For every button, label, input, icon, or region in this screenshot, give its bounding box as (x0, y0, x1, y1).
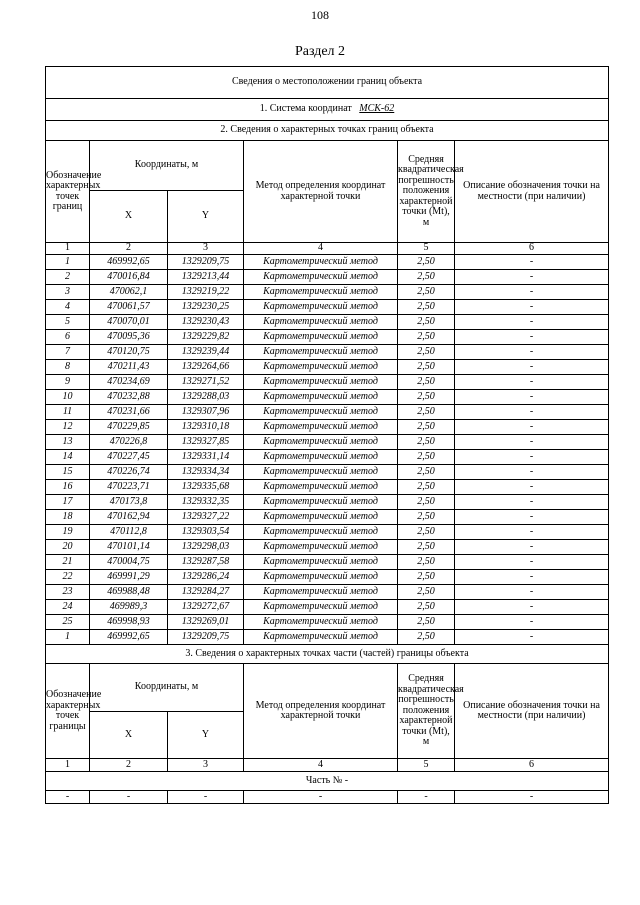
point-number: 3 (46, 285, 90, 300)
description-cell: - (455, 480, 609, 495)
description-cell: - (455, 435, 609, 450)
column-number: 6 (455, 759, 609, 772)
point-number: 15 (46, 465, 90, 480)
table-row (46, 390, 609, 405)
coord-y: 1329310,18 (168, 420, 244, 435)
header-method: Метод определения координат характерной точки (244, 141, 398, 243)
description-cell: - (455, 360, 609, 375)
method-cell: Картометрический метод (244, 330, 398, 345)
method-cell: Картометрический метод (244, 570, 398, 585)
parts-heading-row (46, 645, 609, 664)
coord-y: 1329307,96 (168, 405, 244, 420)
description-cell: - (455, 465, 609, 480)
page-number: 108 (311, 8, 329, 22)
method-cell: Картометрический метод (244, 375, 398, 390)
coord-y: 1329298,03 (168, 540, 244, 555)
method-cell: Картометрический метод (244, 540, 398, 555)
coord-x: 470016,84 (90, 270, 168, 285)
description-cell: - (455, 630, 609, 645)
empty-cell: - (398, 791, 455, 804)
header-description: Описание обозначения точки на местности (при наличии) (455, 141, 609, 243)
point-number: 14 (46, 450, 90, 465)
table-row (46, 540, 609, 555)
table-row (46, 525, 609, 540)
error-cell: 2,50 (398, 525, 455, 540)
method-cell: Картометрический метод (244, 480, 398, 495)
header-error: Средняя квадратическая погрешность положения характерной точки (Mt), м (398, 141, 455, 243)
table-row (46, 450, 609, 465)
error-cell: 2,50 (398, 255, 455, 270)
method-cell: Картометрический метод (244, 360, 398, 375)
table-title: Сведения о местоположении границ объекта (46, 67, 609, 99)
table-row (46, 420, 609, 435)
error-cell: 2,50 (398, 630, 455, 645)
method-cell: Картометрический метод (244, 465, 398, 480)
coord-y: 1329334,34 (168, 465, 244, 480)
error-cell: 2,50 (398, 615, 455, 630)
header-method: Метод определения координат характерной точки (244, 664, 398, 759)
table-row (46, 555, 609, 570)
point-number: 1 (46, 630, 90, 645)
coord-system-value: МСК-62 (359, 103, 395, 115)
error-cell: 2,50 (398, 450, 455, 465)
point-number: 21 (46, 555, 90, 570)
error-cell: 2,50 (398, 555, 455, 570)
table-row (46, 615, 609, 630)
error-cell: 2,50 (398, 540, 455, 555)
point-number: 2 (46, 270, 90, 285)
error-cell: 2,50 (398, 375, 455, 390)
error-cell: 2,50 (398, 300, 455, 315)
description-cell: - (455, 300, 609, 315)
coord-y: 1329239,44 (168, 345, 244, 360)
coord-x: 470232,88 (90, 390, 168, 405)
point-number: 8 (46, 360, 90, 375)
coord-y: 1329284,27 (168, 585, 244, 600)
error-cell: 2,50 (398, 285, 455, 300)
table-row (46, 495, 609, 510)
parts-heading: 3. Сведения о характерных точках части (частей) границы объекта (46, 645, 609, 664)
coord-y: 1329332,35 (168, 495, 244, 510)
coord-system-label: 1. Система координат (259, 103, 352, 115)
method-cell: Картометрический метод (244, 600, 398, 615)
coord-y: 1329335,68 (168, 480, 244, 495)
table-row (46, 630, 609, 645)
table-row (46, 570, 609, 585)
description-cell: - (455, 390, 609, 405)
description-cell: - (455, 375, 609, 390)
table-row (46, 435, 609, 450)
coord-x: 469992,65 (90, 630, 168, 645)
description-cell: - (455, 585, 609, 600)
column-number: 5 (398, 243, 455, 255)
method-cell: Картометрический метод (244, 255, 398, 270)
coord-x: 469998,93 (90, 615, 168, 630)
part-label-row (46, 772, 609, 791)
point-number: 6 (46, 330, 90, 345)
header-designation: Обозначение характерных точек границы (46, 664, 90, 759)
method-cell: Картометрический метод (244, 420, 398, 435)
coord-y: 1329327,85 (168, 435, 244, 450)
point-number: 5 (46, 315, 90, 330)
coord-y: 1329213,44 (168, 270, 244, 285)
column-number-row (46, 759, 609, 772)
header-coords: Координаты, м (90, 664, 244, 712)
method-cell: Картометрический метод (244, 615, 398, 630)
coord-x: 469988,48 (90, 585, 168, 600)
column-number: 4 (244, 243, 398, 255)
coord-y: 1329209,75 (168, 630, 244, 645)
error-cell: 2,50 (398, 480, 455, 495)
column-number: 3 (168, 759, 244, 772)
coord-x: 470226,74 (90, 465, 168, 480)
method-cell: Картометрический метод (244, 285, 398, 300)
coord-x: 470095,36 (90, 330, 168, 345)
description-cell: - (455, 420, 609, 435)
column-number: 5 (398, 759, 455, 772)
point-number: 10 (46, 390, 90, 405)
coord-x: 470162,94 (90, 510, 168, 525)
error-cell: 2,50 (398, 510, 455, 525)
coord-y: 1329303,54 (168, 525, 244, 540)
column-number-row (46, 243, 609, 255)
method-cell: Картометрический метод (244, 270, 398, 285)
coord-x: 470112,8 (90, 525, 168, 540)
coord-x: 470226,8 (90, 435, 168, 450)
description-cell: - (455, 495, 609, 510)
method-cell: Картометрический метод (244, 525, 398, 540)
boundaries-table (45, 66, 609, 804)
point-number: 12 (46, 420, 90, 435)
coord-x: 470234,69 (90, 375, 168, 390)
method-cell: Картометрический метод (244, 495, 398, 510)
coord-x: 470227,45 (90, 450, 168, 465)
header-x: X (90, 191, 168, 243)
error-cell: 2,50 (398, 585, 455, 600)
header-x: X (90, 712, 168, 759)
method-cell: Картометрический метод (244, 630, 398, 645)
description-cell: - (455, 525, 609, 540)
point-number: 7 (46, 345, 90, 360)
coord-x: 470223,71 (90, 480, 168, 495)
coord-x: 470101,14 (90, 540, 168, 555)
table-row (46, 270, 609, 285)
coord-y: 1329219,22 (168, 285, 244, 300)
method-cell: Картометрический метод (244, 585, 398, 600)
description-cell: - (455, 450, 609, 465)
part-label: Часть № - (46, 772, 609, 791)
section-title: Раздел 2 (294, 44, 346, 59)
method-cell: Картометрический метод (244, 435, 398, 450)
table-row (46, 285, 609, 300)
point-number: 1 (46, 255, 90, 270)
coord-y: 1329269,01 (168, 615, 244, 630)
table-row (46, 465, 609, 480)
point-number: 25 (46, 615, 90, 630)
header-coords: Координаты, м (90, 141, 244, 191)
coord-x: 470173,8 (90, 495, 168, 510)
method-cell: Картометрический метод (244, 315, 398, 330)
error-cell: 2,50 (398, 405, 455, 420)
point-number: 19 (46, 525, 90, 540)
table-row (46, 791, 609, 804)
empty-cell: - (90, 791, 168, 804)
point-number: 24 (46, 600, 90, 615)
description-cell: - (455, 330, 609, 345)
table-row (46, 345, 609, 360)
header-y: Y (168, 191, 244, 243)
coord-x: 470211,43 (90, 360, 168, 375)
point-number: 13 (46, 435, 90, 450)
table-row (46, 600, 609, 615)
header-description: Описание обозначения точки на местности (при наличии) (455, 664, 609, 759)
error-cell: 2,50 (398, 270, 455, 285)
error-cell: 2,50 (398, 420, 455, 435)
coord-x: 470062,1 (90, 285, 168, 300)
point-number: 16 (46, 480, 90, 495)
header-designation: Обозначение характерных точек границ (46, 141, 90, 243)
method-cell: Картометрический метод (244, 345, 398, 360)
coord-x: 469991,29 (90, 570, 168, 585)
coord-y: 1329209,75 (168, 255, 244, 270)
column-number: 1 (46, 243, 90, 255)
description-cell: - (455, 615, 609, 630)
coord-x: 469989,3 (90, 600, 168, 615)
point-number: 4 (46, 300, 90, 315)
column-number: 2 (90, 243, 168, 255)
point-number: 9 (46, 375, 90, 390)
error-cell: 2,50 (398, 345, 455, 360)
coord-y: 1329264,66 (168, 360, 244, 375)
column-number: 4 (244, 759, 398, 772)
coord-y: 1329286,24 (168, 570, 244, 585)
error-cell: 2,50 (398, 435, 455, 450)
empty-cell: - (455, 791, 609, 804)
point-number: 23 (46, 585, 90, 600)
coord-x: 470231,66 (90, 405, 168, 420)
table-row (46, 585, 609, 600)
method-cell: Картометрический метод (244, 555, 398, 570)
coord-y: 1329327,22 (168, 510, 244, 525)
coord-y: 1329287,58 (168, 555, 244, 570)
table-row (46, 405, 609, 420)
description-cell: - (455, 345, 609, 360)
column-number: 6 (455, 243, 609, 255)
description-cell: - (455, 510, 609, 525)
point-number: 17 (46, 495, 90, 510)
empty-cell: - (46, 791, 90, 804)
column-number: 3 (168, 243, 244, 255)
column-number: 1 (46, 759, 90, 772)
coord-y: 1329229,82 (168, 330, 244, 345)
coord-y: 1329331,14 (168, 450, 244, 465)
coord-y: 1329230,43 (168, 315, 244, 330)
table-row (46, 480, 609, 495)
point-number: 18 (46, 510, 90, 525)
error-cell: 2,50 (398, 495, 455, 510)
error-cell: 2,50 (398, 330, 455, 345)
table-row (46, 375, 609, 390)
table-row (46, 300, 609, 315)
description-cell: - (455, 600, 609, 615)
error-cell: 2,50 (398, 360, 455, 375)
method-cell: Картометрический метод (244, 450, 398, 465)
description-cell: - (455, 285, 609, 300)
points-heading: 2. Сведения о характерных точках границ объекта (46, 121, 609, 141)
coord-y: 1329230,25 (168, 300, 244, 315)
description-cell: - (455, 270, 609, 285)
point-number: 11 (46, 405, 90, 420)
coord-y: 1329288,03 (168, 390, 244, 405)
parts-header-row (46, 664, 609, 712)
method-cell: Картометрический метод (244, 300, 398, 315)
table-row (46, 330, 609, 345)
description-cell: - (455, 315, 609, 330)
point-number: 22 (46, 570, 90, 585)
coord-x: 470229,85 (90, 420, 168, 435)
empty-cell: - (244, 791, 398, 804)
table-row (46, 315, 609, 330)
method-cell: Картометрический метод (244, 510, 398, 525)
table-row (46, 255, 609, 270)
description-cell: - (455, 570, 609, 585)
description-cell: - (455, 555, 609, 570)
description-cell: - (455, 540, 609, 555)
coord-x: 470070,01 (90, 315, 168, 330)
method-cell: Картометрический метод (244, 390, 398, 405)
header-y: Y (168, 712, 244, 759)
error-cell: 2,50 (398, 465, 455, 480)
coord-y: 1329272,67 (168, 600, 244, 615)
description-cell: - (455, 255, 609, 270)
empty-cell: - (168, 791, 244, 804)
coord-system-row (46, 99, 609, 121)
coord-x: 470061,57 (90, 300, 168, 315)
error-cell: 2,50 (398, 600, 455, 615)
coord-x: 470120,75 (90, 345, 168, 360)
error-cell: 2,50 (398, 315, 455, 330)
point-number: 20 (46, 540, 90, 555)
description-cell: - (455, 405, 609, 420)
column-number: 2 (90, 759, 168, 772)
header-error: Средняя квадратическая погрешность положения характерной точки (Mt), м (398, 664, 455, 759)
error-cell: 2,50 (398, 570, 455, 585)
table-row (46, 360, 609, 375)
coord-y: 1329271,52 (168, 375, 244, 390)
coord-x: 470004,75 (90, 555, 168, 570)
method-cell: Картометрический метод (244, 405, 398, 420)
error-cell: 2,50 (398, 390, 455, 405)
table-row (46, 510, 609, 525)
coord-x: 469992,65 (90, 255, 168, 270)
